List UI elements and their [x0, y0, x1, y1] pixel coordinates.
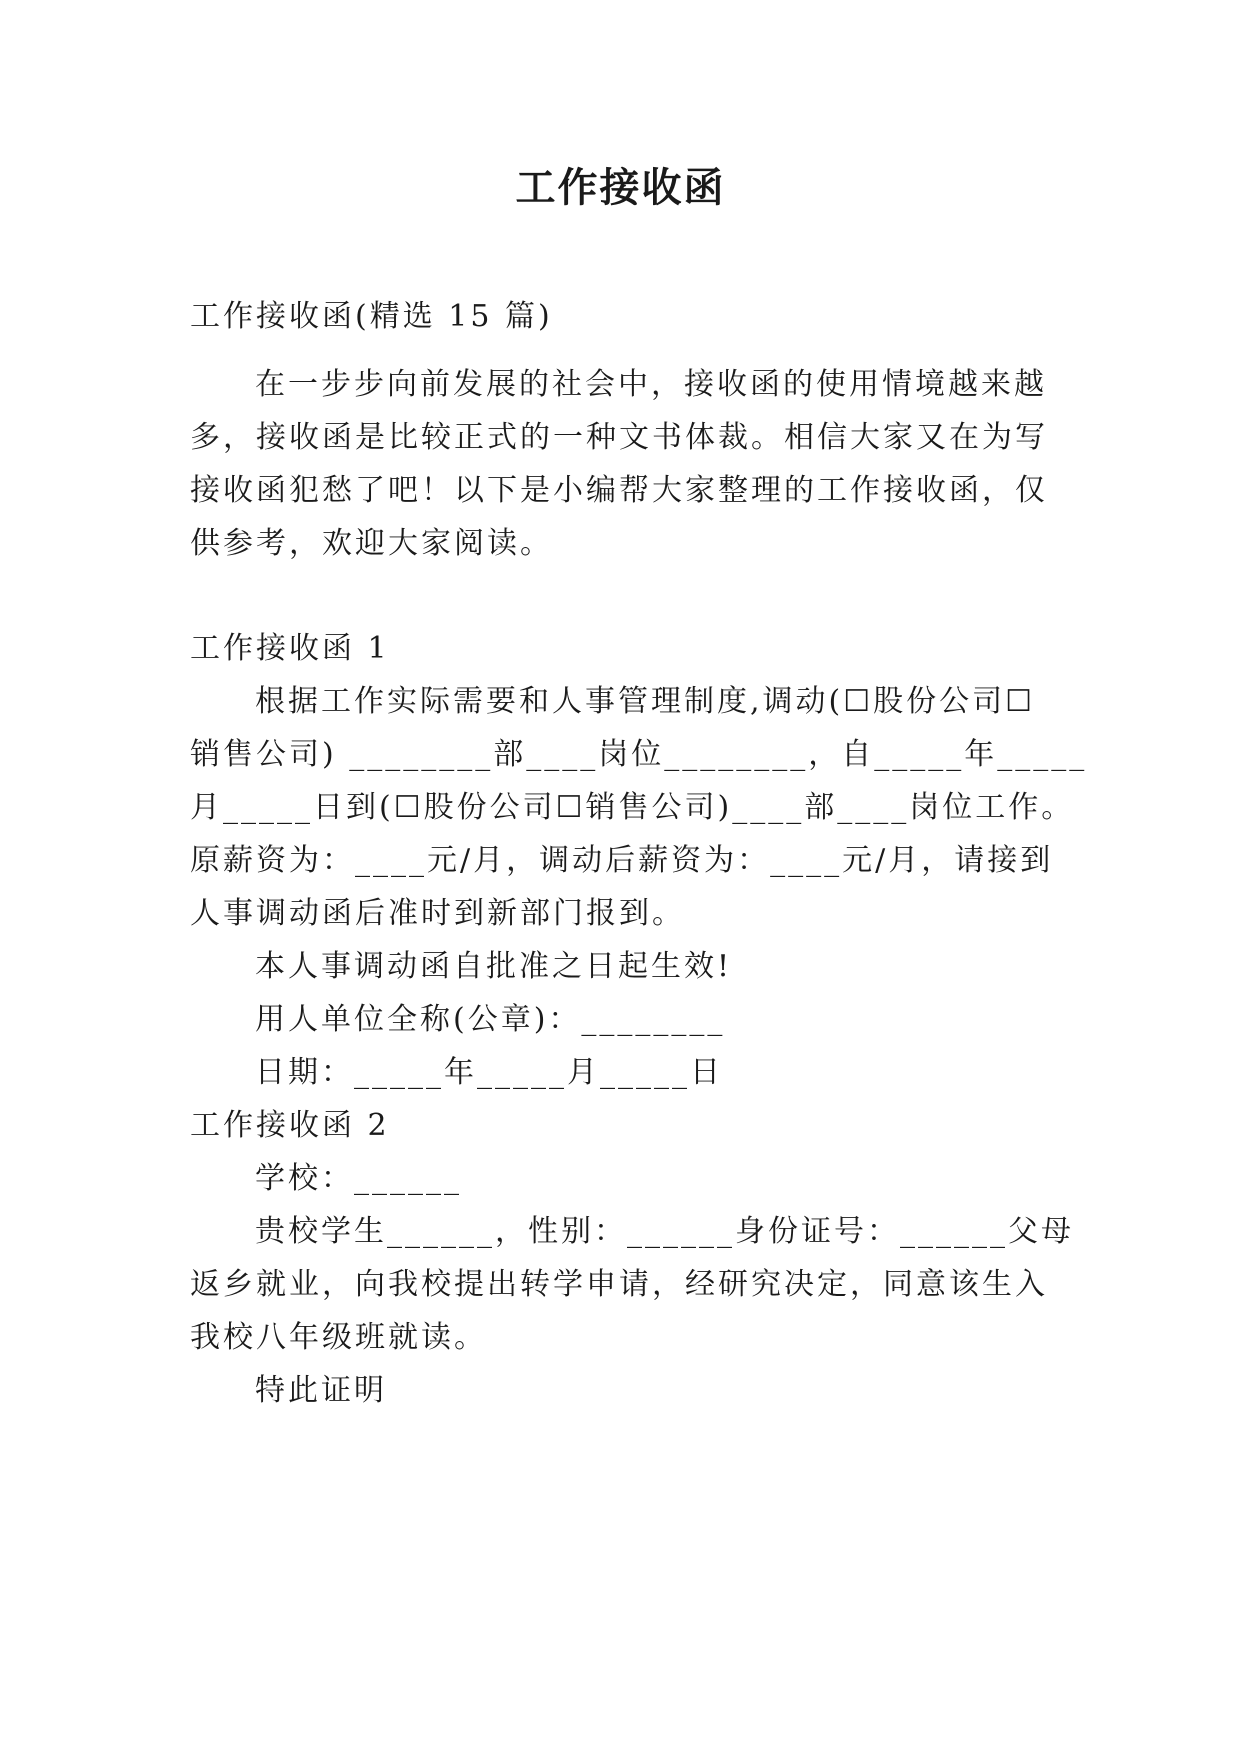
- section1-body-line: 人事调动函后准时到新部门报到。: [190, 896, 685, 931]
- intro-line: 接收函犯愁了吧！以下是小编帮大家整理的工作接收函，仅: [190, 473, 1048, 508]
- section1-body-line: 原薪资为：____元/月，调动后薪资为：____元/月，请接到: [190, 843, 1054, 878]
- section2-school: 学校：______: [255, 1161, 462, 1196]
- intro-line: 供参考，欢迎大家阅读。: [190, 526, 553, 561]
- section1-date: 日期：_____年_____月_____日: [255, 1055, 723, 1090]
- intro-line: 在一步步向前发展的社会中，接收函的使用情境越来越: [255, 367, 1047, 402]
- section2-body-line: 返乡就业，向我校提出转学申请，经研究决定，同意该生入: [190, 1267, 1048, 1302]
- intro-line: 多，接收函是比较正式的一种文书体裁。相信大家又在为写: [190, 420, 1048, 455]
- section2-body-line: 贵校学生______，性别：______身份证号：______父母: [255, 1214, 1074, 1249]
- section2-body-line: 我校八年级班就读。: [190, 1320, 487, 1355]
- section1-effective: 本人事调动函自批准之日起生效!: [255, 949, 733, 984]
- section1-body-line: 销售公司) ________部____岗位________，自_____年_____: [190, 737, 1088, 772]
- document-subtitle: 工作接收函(精选 15 篇): [190, 299, 553, 334]
- section1-body-line: 根据工作实际需要和人事管理制度,调动(☐股份公司☐: [255, 684, 1036, 719]
- section2-closing: 特此证明: [255, 1373, 387, 1408]
- document-title: 工作接收函: [515, 164, 726, 211]
- section-heading-2: 工作接收函 2: [190, 1108, 390, 1143]
- section1-body-line: 月_____日到(☐股份公司☐销售公司)____部____岗位工作。: [190, 790, 1075, 825]
- section1-employer: 用人单位全称(公章)：________: [255, 1002, 726, 1037]
- section-heading-1: 工作接收函 1: [190, 631, 390, 666]
